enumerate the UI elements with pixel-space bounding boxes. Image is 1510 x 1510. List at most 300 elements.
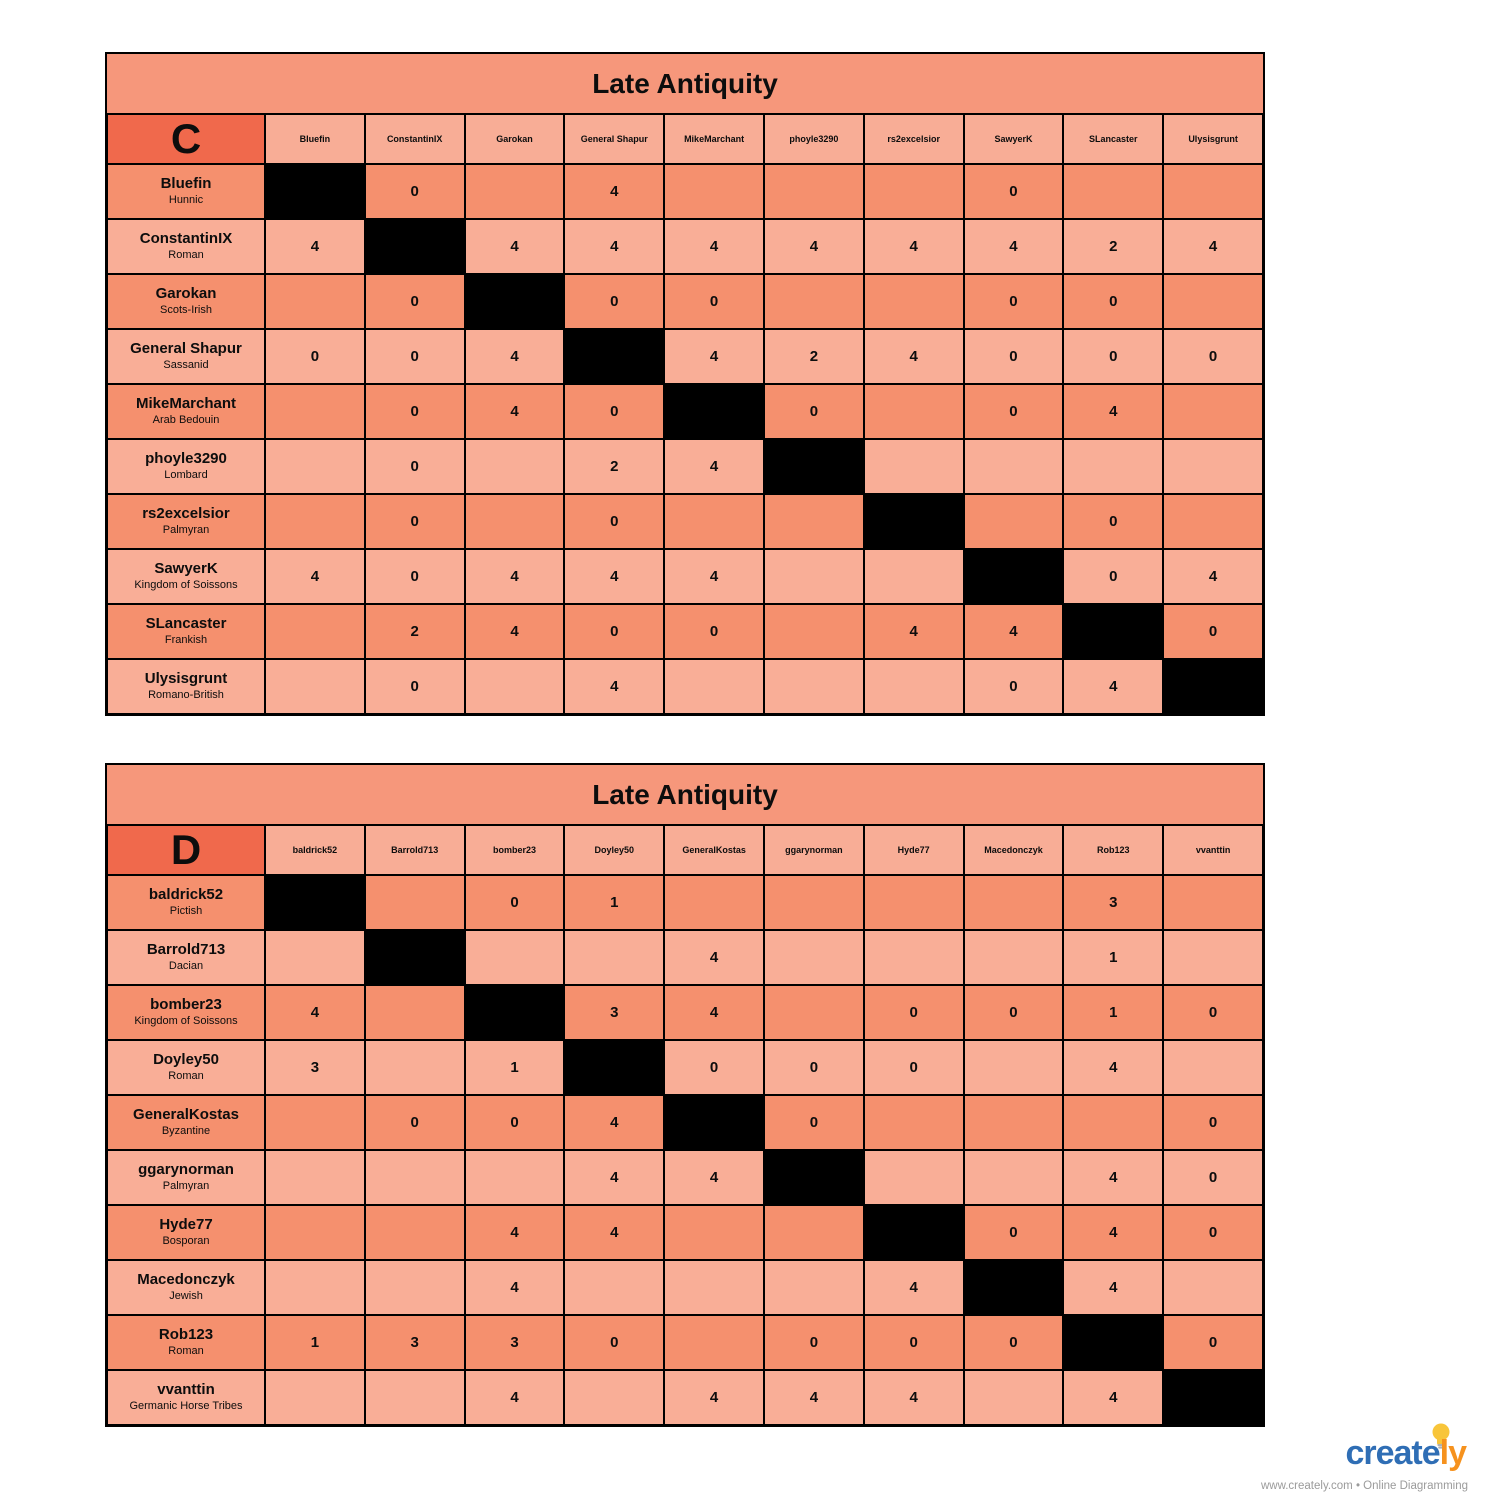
- score-cell: [265, 1150, 365, 1205]
- column-header-barrold713: [365, 825, 465, 875]
- score-cell: 0: [1163, 329, 1263, 384]
- column-header-label: Macedonczyk: [984, 845, 1043, 855]
- column-header-baldrick52: [265, 825, 365, 875]
- score-cell: 0: [1063, 494, 1163, 549]
- table-row: [107, 1205, 1263, 1260]
- column-header-macedonczyk: [964, 825, 1064, 875]
- score-cell: 4: [465, 1370, 565, 1425]
- score-cell: 0: [764, 1040, 864, 1095]
- table-row: [107, 494, 1263, 549]
- score-cell: 4: [564, 1205, 664, 1260]
- row-label-sawyerk: [107, 549, 265, 604]
- score-cell: [1163, 274, 1263, 329]
- player-name: vvanttin: [157, 1381, 215, 1399]
- column-header-bluefin: [265, 114, 365, 164]
- diagonal-cell: [964, 1260, 1064, 1315]
- score-cell: [764, 549, 864, 604]
- score-cell: [365, 1260, 465, 1315]
- score-cell: [465, 439, 565, 494]
- score-cell: 4: [864, 219, 964, 274]
- score-cell: 0: [764, 1315, 864, 1370]
- row-label-mikemarchant: [107, 384, 265, 439]
- score-cell: 1: [465, 1040, 565, 1095]
- score-cell: 2: [365, 604, 465, 659]
- diagonal-cell: [664, 1095, 764, 1150]
- score-cell: 1: [265, 1315, 365, 1370]
- score-cell: [964, 930, 1064, 985]
- score-cell: 4: [564, 1095, 664, 1150]
- diagonal-cell: [465, 985, 565, 1040]
- column-header-label: ggarynorman: [785, 845, 843, 855]
- score-cell: 0: [365, 549, 465, 604]
- score-cell: 0: [1063, 329, 1163, 384]
- table-row: [107, 329, 1263, 384]
- score-cell: [864, 659, 964, 714]
- player-name: Garokan: [155, 285, 217, 303]
- table-row: [107, 1260, 1263, 1315]
- score-cell: 0: [465, 875, 565, 930]
- column-header-ggarynorman: [764, 825, 864, 875]
- table-row: [107, 875, 1263, 930]
- score-cell: 3: [365, 1315, 465, 1370]
- score-cell: 4: [1063, 384, 1163, 439]
- score-cell: [664, 164, 764, 219]
- diagonal-cell: [864, 494, 964, 549]
- score-cell: 0: [664, 1040, 764, 1095]
- score-cell: [1163, 1260, 1263, 1315]
- score-cell: 1: [564, 875, 664, 930]
- score-cell: [864, 930, 964, 985]
- table-row: [107, 604, 1263, 659]
- score-cell: [764, 930, 864, 985]
- score-cell: 0: [1163, 1205, 1263, 1260]
- score-cell: 0: [1163, 604, 1263, 659]
- score-cell: [964, 1370, 1064, 1425]
- score-cell: 2: [1063, 219, 1163, 274]
- table-row: [107, 549, 1263, 604]
- score-cell: [365, 985, 465, 1040]
- score-cell: 0: [1063, 274, 1163, 329]
- player-name: Bluefin: [160, 175, 212, 193]
- score-cell: 4: [864, 1370, 964, 1425]
- row-label-vvanttin: [107, 1370, 265, 1425]
- row-label-ulysisgrunt: [107, 659, 265, 714]
- score-cell: [1163, 494, 1263, 549]
- diagonal-cell: [564, 1040, 664, 1095]
- score-cell: 2: [764, 329, 864, 384]
- score-cell: 4: [265, 985, 365, 1040]
- score-cell: [465, 659, 565, 714]
- score-cell: 4: [664, 439, 764, 494]
- row-label-slancaster: [107, 604, 265, 659]
- column-header-garokan: [465, 114, 565, 164]
- score-cell: [365, 1040, 465, 1095]
- score-cell: [764, 494, 864, 549]
- score-cell: 0: [664, 274, 764, 329]
- score-cell: 4: [664, 930, 764, 985]
- score-cell: 4: [864, 329, 964, 384]
- column-header-sawyerk: [964, 114, 1064, 164]
- score-cell: [1163, 930, 1263, 985]
- score-cell: 4: [465, 604, 565, 659]
- score-cell: 0: [664, 604, 764, 659]
- row-label-baldrick52: [107, 875, 265, 930]
- score-cell: 0: [365, 384, 465, 439]
- diagonal-cell: [465, 274, 565, 329]
- diagonal-cell: [265, 875, 365, 930]
- score-cell: [664, 1315, 764, 1370]
- faction-name: Kingdom of Soissons: [134, 579, 238, 591]
- faction-name: Palmyran: [162, 524, 210, 536]
- creately-branding: [1240, 1428, 1470, 1500]
- player-name: phoyle3290: [145, 450, 227, 468]
- column-header-label: General Shapur: [580, 134, 648, 144]
- diagonal-cell: [664, 384, 764, 439]
- score-cell: [265, 439, 365, 494]
- score-cell: 0: [564, 274, 664, 329]
- column-header-label: Barrold713: [391, 845, 439, 855]
- score-cell: 0: [964, 384, 1064, 439]
- player-name: SawyerK: [154, 560, 218, 578]
- column-header-label: Rob123: [1097, 845, 1130, 855]
- row-label-hyde77: [107, 1205, 265, 1260]
- score-cell: [764, 164, 864, 219]
- player-name: Doyley50: [153, 1051, 219, 1069]
- score-cell: 4: [564, 659, 664, 714]
- score-cell: 0: [864, 1040, 964, 1095]
- faction-name: Roman: [168, 1345, 204, 1357]
- table-row: [107, 274, 1263, 329]
- score-cell: [265, 930, 365, 985]
- diagonal-cell: [964, 549, 1064, 604]
- table-row: [107, 985, 1263, 1040]
- faction-name: Pictish: [169, 905, 203, 917]
- table-row: [107, 384, 1263, 439]
- score-cell: [764, 1205, 864, 1260]
- row-label-phoyle3290: [107, 439, 265, 494]
- score-cell: [1063, 1095, 1163, 1150]
- score-cell: 0: [365, 494, 465, 549]
- score-cell: 0: [864, 1315, 964, 1370]
- score-cell: 4: [265, 549, 365, 604]
- faction-name: Germanic Horse Tribes: [129, 1400, 243, 1412]
- score-cell: [964, 1095, 1064, 1150]
- score-cell: 1: [1063, 985, 1163, 1040]
- score-cell: [864, 274, 964, 329]
- score-cell: 4: [265, 219, 365, 274]
- column-header-hyde77: [864, 825, 964, 875]
- faction-name: Arab Bedouin: [152, 414, 220, 426]
- score-cell: 4: [964, 219, 1064, 274]
- faction-name: Bosporan: [162, 1235, 210, 1247]
- score-cell: [465, 164, 565, 219]
- score-cell: 3: [265, 1040, 365, 1095]
- score-cell: 4: [564, 549, 664, 604]
- score-cell: 0: [365, 439, 465, 494]
- diagonal-cell: [564, 329, 664, 384]
- column-header-generalkostas: [664, 825, 764, 875]
- column-header-slancaster: [1063, 114, 1163, 164]
- score-cell: 4: [465, 549, 565, 604]
- faction-name: Lombard: [164, 469, 208, 481]
- diagonal-cell: [764, 1150, 864, 1205]
- score-cell: 2: [564, 439, 664, 494]
- table-title: Late Antiquity: [107, 765, 1263, 825]
- row-label-rs2excelsior: [107, 494, 265, 549]
- row-label-generalkostas: [107, 1095, 265, 1150]
- score-cell: 0: [564, 1315, 664, 1370]
- column-header-mikemarchant: [664, 114, 764, 164]
- score-cell: [265, 494, 365, 549]
- score-cell: 4: [1063, 1040, 1163, 1095]
- score-cell: [465, 494, 565, 549]
- score-cell: [864, 549, 964, 604]
- score-cell: [265, 604, 365, 659]
- score-cell: 4: [664, 219, 764, 274]
- faction-name: Romano-British: [148, 689, 224, 701]
- score-cell: 4: [564, 219, 664, 274]
- score-cell: 0: [564, 494, 664, 549]
- column-header-ulysisgrunt: [1163, 114, 1263, 164]
- score-cell: 0: [265, 329, 365, 384]
- score-cell: 4: [864, 604, 964, 659]
- faction-name: Jewish: [169, 1290, 203, 1302]
- faction-name: Roman: [168, 1070, 204, 1082]
- score-cell: 3: [1063, 875, 1163, 930]
- score-cell: [864, 384, 964, 439]
- score-cell: [365, 1150, 465, 1205]
- column-header-phoyle3290: [764, 114, 864, 164]
- score-cell: [864, 439, 964, 494]
- faction-name: Kingdom of Soissons: [134, 1015, 238, 1027]
- score-cell: [365, 875, 465, 930]
- creately-wordmark: [1345, 1436, 1466, 1470]
- score-cell: 4: [1063, 1150, 1163, 1205]
- column-header-rob123: [1063, 825, 1163, 875]
- score-cell: 0: [964, 985, 1064, 1040]
- score-cell: 0: [1163, 1315, 1263, 1370]
- table-row: [107, 164, 1263, 219]
- score-cell: [664, 659, 764, 714]
- score-cell: [1163, 439, 1263, 494]
- score-cell: 0: [465, 1095, 565, 1150]
- faction-name: Sassanid: [163, 359, 209, 371]
- column-header-constantinix: [365, 114, 465, 164]
- score-cell: [864, 1150, 964, 1205]
- score-cell: [265, 1095, 365, 1150]
- player-name: MikeMarchant: [135, 395, 237, 413]
- score-cell: 0: [964, 1315, 1064, 1370]
- group-letter-cell: C: [107, 114, 265, 164]
- score-cell: 4: [564, 164, 664, 219]
- diagonal-cell: [1163, 1370, 1263, 1425]
- score-cell: 4: [465, 384, 565, 439]
- column-header-label: Hyde77: [897, 845, 930, 855]
- column-header-rs2excelsior: [864, 114, 964, 164]
- diagonal-cell: [365, 930, 465, 985]
- score-cell: [1163, 875, 1263, 930]
- score-cell: [664, 875, 764, 930]
- column-header-label: ConstantinIX: [386, 134, 443, 144]
- faction-name: Dacian: [168, 960, 204, 972]
- score-cell: 0: [564, 604, 664, 659]
- score-cell: [265, 274, 365, 329]
- table-row: [107, 1370, 1263, 1425]
- score-cell: [265, 1260, 365, 1315]
- score-cell: [964, 875, 1064, 930]
- score-cell: 3: [465, 1315, 565, 1370]
- score-cell: [864, 875, 964, 930]
- score-cell: [265, 1370, 365, 1425]
- score-cell: 0: [365, 659, 465, 714]
- table-title: Late Antiquity: [107, 54, 1263, 114]
- score-cell: 0: [864, 985, 964, 1040]
- score-cell: [265, 659, 365, 714]
- row-label-doyley50: [107, 1040, 265, 1095]
- score-cell: 0: [365, 329, 465, 384]
- faction-name: Hunnic: [168, 194, 204, 206]
- player-name: Macedonczyk: [137, 1271, 235, 1289]
- player-name: Ulysisgrunt: [144, 670, 228, 688]
- score-cell: 4: [1163, 219, 1263, 274]
- column-header-bomber23: [465, 825, 565, 875]
- score-cell: 0: [1163, 1095, 1263, 1150]
- score-cell: [1163, 164, 1263, 219]
- score-cell: 4: [964, 604, 1064, 659]
- player-name: baldrick52: [148, 886, 224, 904]
- score-cell: 4: [1063, 659, 1163, 714]
- column-header-label: bomber23: [492, 845, 536, 855]
- row-label-rob123: [107, 1315, 265, 1370]
- player-name: Barrold713: [146, 941, 226, 959]
- row-label-garokan: [107, 274, 265, 329]
- score-cell: [564, 1260, 664, 1315]
- row-label-bomber23: [107, 985, 265, 1040]
- score-cell: 0: [964, 1205, 1064, 1260]
- diagonal-cell: [265, 164, 365, 219]
- table-row: [107, 439, 1263, 494]
- row-label-macedonczyk: [107, 1260, 265, 1315]
- score-cell: [964, 1150, 1064, 1205]
- score-cell: [964, 439, 1064, 494]
- wordmark-ly: ly: [1439, 1434, 1466, 1472]
- diagonal-cell: [1063, 604, 1163, 659]
- player-name: SLancaster: [145, 615, 227, 633]
- score-cell: 0: [964, 659, 1064, 714]
- column-header-label: Garokan: [496, 134, 533, 144]
- table-row: [107, 1040, 1263, 1095]
- row-label-constantinix: [107, 219, 265, 274]
- score-cell: 4: [1063, 1205, 1163, 1260]
- score-cell: [864, 164, 964, 219]
- table-row: [107, 219, 1263, 274]
- diagonal-cell: [1163, 659, 1263, 714]
- score-cell: 4: [465, 1205, 565, 1260]
- score-cell: 4: [664, 329, 764, 384]
- score-cell: [365, 1205, 465, 1260]
- score-cell: [764, 274, 864, 329]
- faction-name: Roman: [168, 249, 204, 261]
- score-cell: [265, 1205, 365, 1260]
- score-cell: 0: [764, 1095, 864, 1150]
- score-cell: [964, 494, 1064, 549]
- player-name: General Shapur: [130, 340, 242, 358]
- diagonal-cell: [1063, 1315, 1163, 1370]
- score-cell: [365, 1370, 465, 1425]
- score-cell: [764, 659, 864, 714]
- group-d-matrix: [105, 763, 1265, 1427]
- score-cell: 4: [764, 219, 864, 274]
- player-name: bomber23: [150, 996, 222, 1014]
- column-header-label: Ulysisgrunt: [1188, 134, 1238, 144]
- column-header-doyley50: [564, 825, 664, 875]
- score-cell: [564, 930, 664, 985]
- score-cell: 4: [1063, 1370, 1163, 1425]
- score-cell: 4: [465, 329, 565, 384]
- player-name: Rob123: [158, 1326, 214, 1344]
- score-cell: 4: [664, 549, 764, 604]
- score-cell: [964, 1040, 1064, 1095]
- score-cell: 1: [1063, 930, 1163, 985]
- score-cell: 0: [964, 164, 1064, 219]
- player-name: Hyde77: [159, 1216, 213, 1234]
- score-cell: [265, 384, 365, 439]
- column-header-label: phoyle3290: [789, 134, 839, 144]
- table-row: [107, 1095, 1263, 1150]
- score-cell: 0: [365, 274, 465, 329]
- score-cell: 4: [664, 1150, 764, 1205]
- column-header-label: Doyley50: [594, 845, 635, 855]
- table-row: [107, 930, 1263, 985]
- column-header-vvanttin: [1163, 825, 1263, 875]
- group-c-matrix: [105, 52, 1265, 716]
- row-label-bluefin: [107, 164, 265, 219]
- score-cell: 0: [1163, 985, 1263, 1040]
- diagonal-cell: [365, 219, 465, 274]
- score-cell: [1163, 1040, 1263, 1095]
- score-cell: [864, 1095, 964, 1150]
- score-cell: 0: [1063, 549, 1163, 604]
- score-cell: [664, 494, 764, 549]
- score-cell: 4: [1163, 549, 1263, 604]
- score-cell: [1063, 439, 1163, 494]
- score-cell: 4: [664, 985, 764, 1040]
- score-cell: 0: [365, 1095, 465, 1150]
- creately-tagline: www.creately.com • Online Diagramming: [1260, 1480, 1468, 1492]
- score-cell: 4: [764, 1370, 864, 1425]
- group-letter-cell: D: [107, 825, 265, 875]
- wordmark-create: create: [1345, 1434, 1440, 1472]
- score-cell: 4: [664, 1370, 764, 1425]
- score-cell: 3: [564, 985, 664, 1040]
- score-cell: [764, 1260, 864, 1315]
- player-name: GeneralKostas: [133, 1106, 239, 1124]
- column-header-label: vvanttin: [1195, 845, 1231, 855]
- column-header-label: rs2excelsior: [887, 134, 940, 144]
- score-cell: 0: [764, 384, 864, 439]
- column-header-label: baldrick52: [292, 845, 338, 855]
- table-row: [107, 1150, 1263, 1205]
- faction-name: Byzantine: [161, 1125, 211, 1137]
- score-cell: [764, 875, 864, 930]
- column-header-label: Bluefin: [299, 134, 331, 144]
- faction-name: Scots-Irish: [160, 304, 212, 316]
- column-header-label: SawyerK: [994, 134, 1033, 144]
- score-cell: [764, 985, 864, 1040]
- player-name: ggarynorman: [138, 1161, 234, 1179]
- score-cell: [664, 1260, 764, 1315]
- player-name: rs2excelsior: [142, 505, 230, 523]
